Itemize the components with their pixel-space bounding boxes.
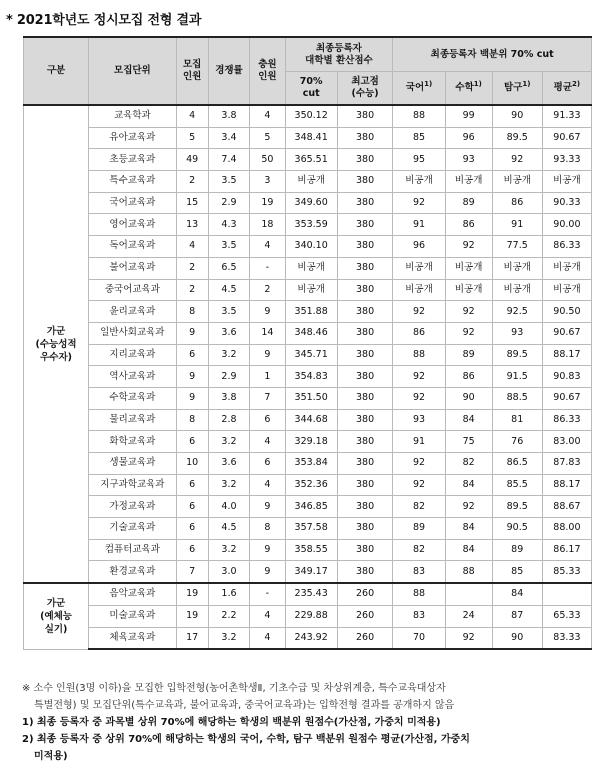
unit-cell: 수학교육과: [89, 387, 177, 409]
average-cell: 90.83: [542, 366, 591, 388]
header-unit: 모집단위: [89, 37, 177, 105]
math-cell: 88: [445, 561, 492, 583]
header-math: 수학$^{1)}$: [445, 72, 492, 106]
added-cell: 7: [250, 387, 285, 409]
inquiry-cell: 87: [492, 605, 542, 627]
ratio-cell: 3.6: [208, 322, 250, 344]
added-cell: 14: [250, 322, 285, 344]
header-korean: 국어$^{1)}$: [393, 72, 445, 106]
unit-cell: 교육학과: [89, 105, 177, 127]
table-row: [24, 301, 592, 323]
ratio-cell: 1.6: [208, 583, 250, 605]
quota-cell: 7: [176, 561, 208, 583]
added-cell: 9: [250, 561, 285, 583]
korean-cell: 88: [393, 105, 445, 127]
ratio-cell: 4.5: [208, 279, 250, 301]
cut-score-cell: 348.46: [285, 322, 337, 344]
quota-cell: 2: [176, 171, 208, 193]
unit-cell: 지구과학교육과: [89, 474, 177, 496]
added-cell: 19: [250, 192, 285, 214]
average-cell: 90.50: [542, 301, 591, 323]
inquiry-cell: 비공개: [492, 279, 542, 301]
added-cell: 6: [250, 453, 285, 475]
max-score-cell: 380: [337, 539, 393, 561]
inquiry-cell: 86.5: [492, 453, 542, 475]
math-cell: 84: [445, 474, 492, 496]
added-cell: 4: [250, 236, 285, 258]
average-cell: 90.67: [542, 322, 591, 344]
inquiry-cell: 90: [492, 105, 542, 127]
max-score-cell: 380: [337, 431, 393, 453]
added-cell: 50: [250, 149, 285, 171]
table-row: [24, 453, 592, 475]
ratio-cell: 4.5: [208, 518, 250, 540]
table-row: [24, 474, 592, 496]
quota-cell: 8: [176, 301, 208, 323]
average-cell: 91.33: [542, 105, 591, 127]
unit-cell: 역사교육과: [89, 366, 177, 388]
table-row: [24, 366, 592, 388]
table-row: [24, 561, 592, 583]
average-cell: 86.33: [542, 409, 591, 431]
inquiry-cell: 비공개: [492, 257, 542, 279]
average-cell: 비공개: [542, 279, 591, 301]
korean-cell: 91: [393, 431, 445, 453]
unit-cell: 생물교육과: [89, 453, 177, 475]
quota-cell: 6: [176, 474, 208, 496]
inquiry-cell: 90: [492, 627, 542, 649]
added-cell: 4: [250, 431, 285, 453]
cut-score-cell: 비공개: [285, 279, 337, 301]
max-score-cell: 380: [337, 149, 393, 171]
ratio-cell: 3.5: [208, 171, 250, 193]
math-cell: 89: [445, 192, 492, 214]
max-score-cell: 380: [337, 236, 393, 258]
inquiry-cell: 92: [492, 149, 542, 171]
korean-cell: 83: [393, 561, 445, 583]
note-1: 1) 최종 등록자 중 과목별 상위 70%에 해당하는 학생의 백분위 원점수(가산점, 가중치 미적용): [22, 717, 441, 728]
unit-cell: 컴퓨터교육과: [89, 539, 177, 561]
inquiry-cell: 86: [492, 192, 542, 214]
math-cell: 93: [445, 149, 492, 171]
cut-score-cell: 353.59: [285, 214, 337, 236]
max-score-cell: 380: [337, 301, 393, 323]
korean-cell: 85: [393, 127, 445, 149]
cut-score-cell: 329.18: [285, 431, 337, 453]
cut-score-cell: 351.50: [285, 387, 337, 409]
max-score-cell: 380: [337, 453, 393, 475]
added-cell: 1: [250, 366, 285, 388]
korean-cell: 96: [393, 236, 445, 258]
table-row: [24, 279, 592, 301]
math-cell: 84: [445, 539, 492, 561]
header-cut: 70% cut: [285, 72, 337, 106]
unit-cell: 화학교육과: [89, 431, 177, 453]
korean-cell: 비공개: [393, 257, 445, 279]
unit-cell: 체육교육과: [89, 627, 177, 649]
ratio-cell: 3.2: [208, 431, 250, 453]
max-score-cell: 380: [337, 474, 393, 496]
ratio-cell: 3.5: [208, 301, 250, 323]
ratio-cell: 3.2: [208, 474, 250, 496]
footnotes: [22, 680, 592, 765]
cut-score-cell: 229.88: [285, 605, 337, 627]
ratio-cell: 2.8: [208, 409, 250, 431]
korean-cell: 70: [393, 627, 445, 649]
header-converted-score: 최종등록자 대학별 환산점수: [285, 37, 393, 72]
unit-cell: 윤리교육과: [89, 301, 177, 323]
cut-score-cell: 345.71: [285, 344, 337, 366]
inquiry-cell: 92.5: [492, 301, 542, 323]
inquiry-cell: 91: [492, 214, 542, 236]
ratio-cell: 3.2: [208, 627, 250, 649]
quota-cell: 9: [176, 366, 208, 388]
table-row: [24, 192, 592, 214]
unit-cell: 특수교육과: [89, 171, 177, 193]
added-cell: 8: [250, 518, 285, 540]
korean-cell: 92: [393, 474, 445, 496]
table-row: [24, 236, 592, 258]
max-score-cell: 380: [337, 192, 393, 214]
header-group: 구분: [24, 37, 89, 105]
inquiry-cell: 89: [492, 539, 542, 561]
math-cell: 92: [445, 627, 492, 649]
unit-cell: 음악교육과: [89, 583, 177, 605]
average-cell: 비공개: [542, 171, 591, 193]
max-score-cell: 380: [337, 366, 393, 388]
table-row: [24, 149, 592, 171]
inquiry-cell: 84: [492, 583, 542, 605]
math-cell: 75: [445, 431, 492, 453]
math-cell: 비공개: [445, 171, 492, 193]
group-label: 가군 (수능성적 우수자): [24, 105, 89, 583]
header-inquiry: 탐구$^{1)}$: [492, 72, 542, 106]
unit-cell: 미술교육과: [89, 605, 177, 627]
inquiry-cell: 88.5: [492, 387, 542, 409]
header-row-1: [24, 37, 592, 72]
unit-cell: 중국어교육과: [89, 279, 177, 301]
average-cell: 86.17: [542, 539, 591, 561]
max-score-cell: 380: [337, 171, 393, 193]
header-percentile: 최종등록자 백분위 70% cut: [393, 37, 592, 72]
unit-cell: 일반사회교육과: [89, 322, 177, 344]
inquiry-cell: 89.5: [492, 344, 542, 366]
admission-results-table: [23, 36, 592, 650]
ratio-cell: 2.2: [208, 605, 250, 627]
average-cell: 87.83: [542, 453, 591, 475]
quota-cell: 6: [176, 539, 208, 561]
korean-cell: 88: [393, 344, 445, 366]
unit-cell: 초등교육과: [89, 149, 177, 171]
inquiry-cell: 85.5: [492, 474, 542, 496]
quota-cell: 6: [176, 518, 208, 540]
max-score-cell: 380: [337, 127, 393, 149]
table-row: [24, 605, 592, 627]
group-label: 가군 (예체능 실기): [24, 583, 89, 649]
table-row: [24, 171, 592, 193]
added-cell: 5: [250, 127, 285, 149]
cut-score-cell: 349.60: [285, 192, 337, 214]
max-score-cell: 380: [337, 322, 393, 344]
added-cell: 6: [250, 409, 285, 431]
cut-score-cell: 350.12: [285, 105, 337, 127]
cut-score-cell: 351.88: [285, 301, 337, 323]
cut-score-cell: 358.55: [285, 539, 337, 561]
table-row: [24, 583, 592, 605]
note-2: 2) 최종 등록자 중 상위 70%에 해당하는 학생의 국어, 수학, 탐구 백분위 원점수 평균(가산점, 가중치 미적용): [22, 734, 470, 762]
average-cell: 85.33: [542, 561, 591, 583]
cut-score-cell: 235.43: [285, 583, 337, 605]
korean-cell: 86: [393, 322, 445, 344]
quota-cell: 15: [176, 192, 208, 214]
korean-cell: 92: [393, 366, 445, 388]
average-cell: 88.17: [542, 474, 591, 496]
unit-cell: 불어교육과: [89, 257, 177, 279]
cut-score-cell: 344.68: [285, 409, 337, 431]
max-score-cell: 380: [337, 518, 393, 540]
korean-cell: 92: [393, 387, 445, 409]
added-cell: -: [250, 257, 285, 279]
quota-cell: 5: [176, 127, 208, 149]
max-score-cell: 380: [337, 496, 393, 518]
page-title: * 2021학년도 정시모집 전형 결과: [6, 13, 202, 28]
added-cell: 4: [250, 474, 285, 496]
cut-score-cell: 349.17: [285, 561, 337, 583]
added-cell: 4: [250, 605, 285, 627]
header-average: 평균$^{2)}$: [542, 72, 591, 106]
average-cell: 90.67: [542, 387, 591, 409]
cut-score-cell: 243.92: [285, 627, 337, 649]
inquiry-cell: 81: [492, 409, 542, 431]
table-row: [24, 409, 592, 431]
added-cell: 18: [250, 214, 285, 236]
korean-cell: 92: [393, 301, 445, 323]
average-cell: 88.00: [542, 518, 591, 540]
quota-cell: 19: [176, 605, 208, 627]
math-cell: 비공개: [445, 257, 492, 279]
unit-cell: 환경교육과: [89, 561, 177, 583]
korean-cell: 91: [393, 214, 445, 236]
added-cell: -: [250, 583, 285, 605]
korean-cell: 92: [393, 453, 445, 475]
header-added: 충원 인원: [250, 37, 285, 105]
cut-score-cell: 비공개: [285, 257, 337, 279]
cut-score-cell: 346.85: [285, 496, 337, 518]
quota-cell: 49: [176, 149, 208, 171]
math-cell: 24: [445, 605, 492, 627]
korean-cell: 92: [393, 192, 445, 214]
math-cell: 90: [445, 387, 492, 409]
table-row: [24, 518, 592, 540]
ratio-cell: 3.4: [208, 127, 250, 149]
table-row: [24, 257, 592, 279]
inquiry-cell: 비공개: [492, 171, 542, 193]
ratio-cell: 3.5: [208, 236, 250, 258]
inquiry-cell: 93: [492, 322, 542, 344]
quota-cell: 6: [176, 496, 208, 518]
math-cell: 84: [445, 518, 492, 540]
math-cell: 99: [445, 105, 492, 127]
table-row: [24, 496, 592, 518]
ratio-cell: 3.8: [208, 105, 250, 127]
korean-cell: 비공개: [393, 171, 445, 193]
added-cell: 9: [250, 496, 285, 518]
korean-cell: 83: [393, 605, 445, 627]
math-cell: 84: [445, 409, 492, 431]
ratio-cell: 7.4: [208, 149, 250, 171]
added-cell: 3: [250, 171, 285, 193]
quota-cell: 9: [176, 387, 208, 409]
cut-score-cell: 340.10: [285, 236, 337, 258]
quota-cell: 2: [176, 257, 208, 279]
ratio-cell: 3.0: [208, 561, 250, 583]
quota-cell: 6: [176, 431, 208, 453]
table-row: [24, 344, 592, 366]
unit-cell: 국어교육과: [89, 192, 177, 214]
added-cell: 4: [250, 627, 285, 649]
cut-score-cell: 353.84: [285, 453, 337, 475]
average-cell: 90.67: [542, 127, 591, 149]
math-cell: 82: [445, 453, 492, 475]
math-cell: 89: [445, 344, 492, 366]
math-cell: 92: [445, 322, 492, 344]
cut-score-cell: 352.36: [285, 474, 337, 496]
unit-cell: 독어교육과: [89, 236, 177, 258]
max-score-cell: 260: [337, 583, 393, 605]
inquiry-cell: 89.5: [492, 127, 542, 149]
table-row: [24, 627, 592, 649]
quota-cell: 17: [176, 627, 208, 649]
average-cell: [542, 583, 591, 605]
average-cell: 65.33: [542, 605, 591, 627]
korean-cell: 89: [393, 518, 445, 540]
korean-cell: 82: [393, 496, 445, 518]
max-score-cell: 380: [337, 409, 393, 431]
ratio-cell: 6.5: [208, 257, 250, 279]
added-cell: 4: [250, 105, 285, 127]
quota-cell: 9: [176, 322, 208, 344]
korean-cell: 비공개: [393, 279, 445, 301]
table-row: [24, 539, 592, 561]
cut-score-cell: 348.41: [285, 127, 337, 149]
inquiry-cell: 90.5: [492, 518, 542, 540]
max-score-cell: 380: [337, 105, 393, 127]
ratio-cell: 2.9: [208, 366, 250, 388]
table-row: [24, 214, 592, 236]
note-disclosure: ※ 소수 인원(3명 이하)을 모집한 입학전형(농어촌학생Ⅱ, 기초수급 및 차상위계층, 특수교육대상자 특별전형) 및 모집단위(특수교육과, 불어교육과, 중국어교육과)는 입학전형 결과를 공개하지 않음: [22, 683, 455, 711]
korean-cell: 82: [393, 539, 445, 561]
inquiry-cell: 85: [492, 561, 542, 583]
added-cell: 2: [250, 279, 285, 301]
max-score-cell: 260: [337, 627, 393, 649]
math-cell: 92: [445, 301, 492, 323]
max-score-cell: 380: [337, 214, 393, 236]
average-cell: 90.00: [542, 214, 591, 236]
average-cell: 93.33: [542, 149, 591, 171]
math-cell: 86: [445, 214, 492, 236]
cut-score-cell: 357.58: [285, 518, 337, 540]
quota-cell: 6: [176, 344, 208, 366]
quota-cell: 13: [176, 214, 208, 236]
unit-cell: 영어교육과: [89, 214, 177, 236]
header-max: 최고점 (수능): [337, 72, 393, 106]
quota-cell: 19: [176, 583, 208, 605]
quota-cell: 10: [176, 453, 208, 475]
cut-score-cell: 354.83: [285, 366, 337, 388]
table-row: [24, 105, 592, 127]
max-score-cell: 380: [337, 279, 393, 301]
ratio-cell: 4.0: [208, 496, 250, 518]
quota-cell: 8: [176, 409, 208, 431]
average-cell: 83.33: [542, 627, 591, 649]
average-cell: 88.67: [542, 496, 591, 518]
average-cell: 83.00: [542, 431, 591, 453]
cut-score-cell: 365.51: [285, 149, 337, 171]
inquiry-cell: 76: [492, 431, 542, 453]
ratio-cell: 4.3: [208, 214, 250, 236]
unit-cell: 기술교육과: [89, 518, 177, 540]
max-score-cell: 380: [337, 387, 393, 409]
inquiry-cell: 89.5: [492, 496, 542, 518]
inquiry-cell: 91.5: [492, 366, 542, 388]
max-score-cell: 380: [337, 561, 393, 583]
ratio-cell: 3.8: [208, 387, 250, 409]
cut-score-cell: 비공개: [285, 171, 337, 193]
unit-cell: 지리교육과: [89, 344, 177, 366]
math-cell: 86: [445, 366, 492, 388]
table-row: [24, 322, 592, 344]
math-cell: [445, 583, 492, 605]
table-row: [24, 431, 592, 453]
math-cell: 92: [445, 496, 492, 518]
quota-cell: 2: [176, 279, 208, 301]
quota-cell: 4: [176, 236, 208, 258]
average-cell: 88.17: [542, 344, 591, 366]
quota-cell: 4: [176, 105, 208, 127]
ratio-cell: 2.9: [208, 192, 250, 214]
unit-cell: 가정교육과: [89, 496, 177, 518]
math-cell: 비공개: [445, 279, 492, 301]
ratio-cell: 3.6: [208, 453, 250, 475]
average-cell: 86.33: [542, 236, 591, 258]
unit-cell: 물리교육과: [89, 409, 177, 431]
max-score-cell: 380: [337, 257, 393, 279]
added-cell: 9: [250, 301, 285, 323]
max-score-cell: 260: [337, 605, 393, 627]
unit-cell: 유아교육과: [89, 127, 177, 149]
added-cell: 9: [250, 344, 285, 366]
table-row: [24, 127, 592, 149]
table-row: [24, 387, 592, 409]
inquiry-cell: 77.5: [492, 236, 542, 258]
average-cell: 90.33: [542, 192, 591, 214]
header-ratio: 경쟁률: [208, 37, 250, 105]
ratio-cell: 3.2: [208, 539, 250, 561]
math-cell: 92: [445, 236, 492, 258]
average-cell: 비공개: [542, 257, 591, 279]
korean-cell: 93: [393, 409, 445, 431]
added-cell: 9: [250, 539, 285, 561]
ratio-cell: 3.2: [208, 344, 250, 366]
max-score-cell: 380: [337, 344, 393, 366]
header-quota: 모집 인원: [176, 37, 208, 105]
math-cell: 96: [445, 127, 492, 149]
korean-cell: 88: [393, 583, 445, 605]
korean-cell: 95: [393, 149, 445, 171]
